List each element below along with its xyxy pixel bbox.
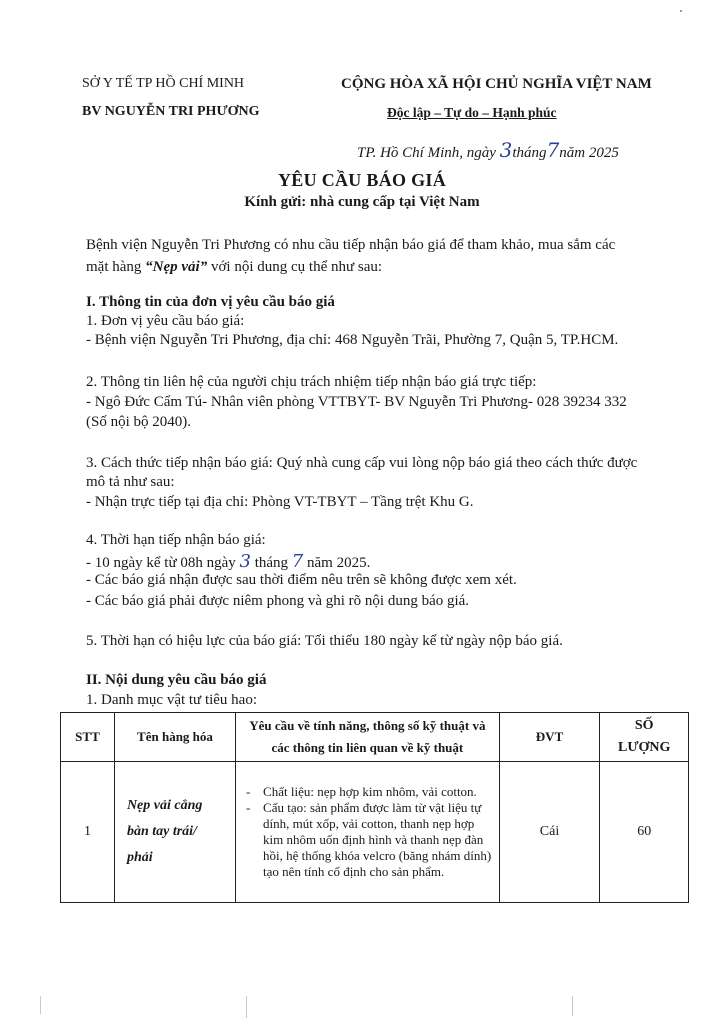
dept-name: SỞ Y TẾ TP HỒ CHÍ MINH <box>82 76 245 91</box>
intro-line2-before: mặt hàng <box>86 259 146 275</box>
section1-item4-label: 4. Thời hạn tiếp nhận báo giá: <box>86 532 266 548</box>
spec-item: - Chất liệu: nẹp hợp kim nhôm, vải cotton. <box>242 784 495 800</box>
date-month-handwritten: 7 <box>546 138 560 162</box>
table-row <box>61 762 689 903</box>
col-header-unit: ĐVT <box>499 713 600 762</box>
row-qty: 60 <box>600 762 689 903</box>
deadline-day-handwritten: 3 <box>239 551 251 572</box>
intro-paragraph <box>86 234 706 278</box>
date-day-handwritten: 3 <box>499 138 513 162</box>
supplies-table <box>60 712 689 903</box>
hospital-name: BV NGUYỄN TRI PHƯƠNG <box>82 104 260 119</box>
intro-line2-after: với nội dung cụ thể như sau: <box>207 259 383 275</box>
col-header-name: Tên hàng hóa <box>114 713 235 762</box>
row-stt: 1 <box>61 762 115 903</box>
section1-item1-value: - Bệnh viện Nguyễn Tri Phương, địa chỉ: 468 Nguyễn Trãi, Phường 7, Quận 5, TP.HCM. <box>86 332 619 348</box>
row-name-line3: phải <box>126 850 153 865</box>
section1-item4-note2: - Các báo giá phải được niêm phong và ghi rõ nội dung báo giá. <box>86 593 470 609</box>
document-title: YÊU CẦU BÁO GIÁ <box>277 170 446 190</box>
row-spec <box>236 762 500 903</box>
col-header-qty-line1: SỐ <box>634 718 654 733</box>
deadline-month-word: tháng <box>250 555 292 571</box>
deadline-prefix: - 10 ngày kể từ 08h ngày <box>86 555 240 571</box>
row-name-line2: bàn tay trái/ <box>126 824 197 839</box>
col-header-spec-line2: các thông tin liên quan về kỹ thuật <box>271 740 464 755</box>
section1-heading: I. Thông tin của đơn vị yêu cầu báo giá <box>86 294 335 310</box>
section1-item2-value1: - Ngô Đức Cẩm Tú- Nhân viên phòng VTTBYT- BV Nguyễn Tri Phương- 028 39234 332 <box>86 394 627 410</box>
date-month-word: tháng <box>512 145 547 161</box>
section1-item3-value: - Nhận trực tiếp tại địa chỉ: Phòng VT-TBYT – Tầng trệt Khu G. <box>86 494 474 510</box>
date-line <box>357 138 619 162</box>
document-subtitle: Kính gửi: nhà cung cấp tại Việt Nam <box>244 194 480 210</box>
section1-item1-label: 1. Đơn vị yêu cầu báo giá: <box>86 313 245 329</box>
section1-item5: 5. Thời hạn có hiệu lực của báo giá: Tối thiểu 180 ngày kể từ ngày nộp báo giá. <box>86 633 563 649</box>
section2-item1-label: 1. Danh mục vật tư tiêu hao: <box>86 692 258 708</box>
table-header-row <box>61 713 689 762</box>
date-suffix: năm 2025 <box>559 145 619 161</box>
section1-item3-label2: mô tả như sau: <box>86 474 175 490</box>
scan-artifact <box>680 10 682 12</box>
row-name-line1: Nẹp vải cẳng <box>126 798 203 813</box>
intro-item-name: “Nẹp vải” <box>145 259 208 275</box>
section1-item4-deadline <box>86 551 370 572</box>
col-header-spec-line1: Yêu cầu về tính năng, thông số kỹ thuật và <box>249 718 486 733</box>
section1-item2-value2: (Số nội bộ 2040). <box>86 414 191 430</box>
scan-artifact <box>246 996 247 1018</box>
spec-item: - Cấu tạo: sản phẩm được làm từ vật liệu tự dính, mút xốp, vải cotton, thanh nẹp hợp kim nhôm uốn định hình và thanh nẹp đàn hồi, hệ thống khóa velcro (băng nhám dính) tạo nên tính cố định cho sản phẩm. <box>242 800 495 880</box>
scan-artifact <box>572 996 573 1016</box>
national-motto: Độc lập – Tự do – Hạnh phúc <box>387 105 557 120</box>
section1-item2-label: 2. Thông tin liên hệ của người chịu trách nhiệm tiếp nhận báo giá trực tiếp: <box>86 374 537 390</box>
national-title: CỘNG HÒA XÃ HỘI CHỦ NGHĨA VIỆT NAM <box>341 76 652 92</box>
col-header-qty-line2: LƯỢNG <box>618 740 671 755</box>
col-header-stt: STT <box>61 713 115 762</box>
col-header-spec <box>236 713 500 762</box>
section2-heading: II. Nội dung yêu cầu báo giá <box>86 672 267 688</box>
intro-line1: Bệnh viện Nguyễn Tri Phương có nhu cầu tiếp nhận báo giá để tham khảo, mua sắm các <box>86 237 616 253</box>
row-name <box>114 762 235 903</box>
deadline-month-handwritten: 7 <box>291 551 304 572</box>
col-header-qty <box>600 713 689 762</box>
scan-artifact <box>40 996 41 1014</box>
deadline-suffix: năm 2025. <box>303 555 371 571</box>
row-unit: Cái <box>499 762 600 903</box>
section1-item4-note1: - Các báo giá nhận được sau thời điểm nêu trên sẽ không được xem xét. <box>86 572 517 588</box>
date-prefix: TP. Hồ Chí Minh, ngày <box>357 145 500 161</box>
section1-item3-label1: 3. Cách thức tiếp nhận báo giá: Quý nhà cung cấp vui lòng nộp báo giá theo cách thức được <box>86 455 638 471</box>
